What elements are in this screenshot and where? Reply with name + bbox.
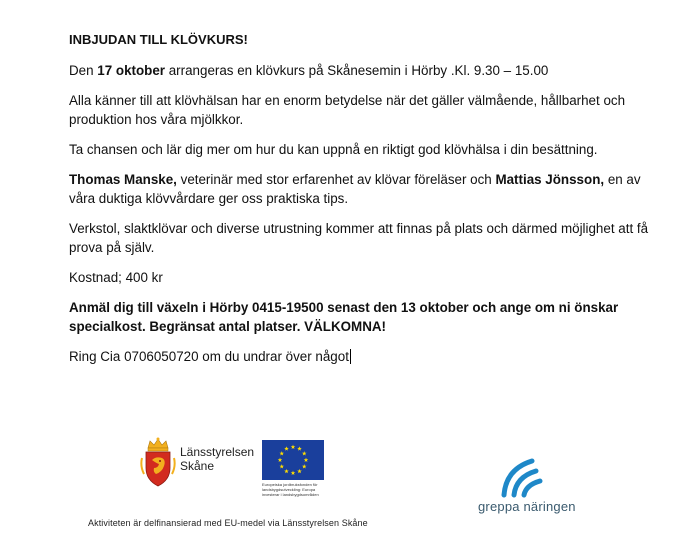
eu-star — [291, 445, 296, 449]
eu-star — [291, 471, 296, 475]
greppa-wordmark: greppa näringen — [478, 499, 576, 514]
date-suffix: arrangeras en klövkurs på Skånesemin i Hörby .Kl. 9.30 – 15.00 — [165, 63, 549, 78]
paragraph-cost: Kostnad; 400 kr — [69, 270, 163, 285]
eu-star — [278, 458, 283, 462]
eu-logo — [262, 440, 324, 504]
speaker-text-1: veterinär med stor erfarenhet av klövar föreläser och — [176, 172, 496, 187]
eu-star — [297, 469, 302, 473]
date-prefix: Den — [69, 63, 98, 78]
skane-coat-of-arms-icon — [140, 436, 176, 492]
greppa-arcs-icon — [494, 455, 554, 499]
speaker-text-2: en av våra duktiga klövvårdare ger oss praktiska tips. — [69, 172, 641, 206]
eu-star — [279, 451, 284, 455]
eu-star — [279, 464, 284, 468]
paragraph-equipment: Verkstol, slaktklövar och diverse utrustning kommer att finnas på plats och därmed möjlighet att få prova på själv. — [69, 221, 649, 255]
eu-star — [297, 446, 302, 450]
speaker-1: Thomas Manske, — [69, 172, 177, 187]
lansstyrelsen-logo — [140, 436, 258, 492]
greppa-logo — [478, 455, 598, 521]
eu-star — [284, 446, 289, 450]
eu-caption: Europeiska jordbruksfonden för landsbygdsutveckling: Europa investerar i landsbygdsområden — [262, 482, 319, 497]
eu-star — [304, 458, 309, 462]
funding-footer: Aktiviteten är delfinansierad med EU-medel via Länsstyrelsen Skåne — [88, 518, 368, 528]
eu-star — [284, 469, 289, 473]
speaker-2: Mattias Jönsson, — [495, 172, 605, 187]
eu-star — [302, 464, 307, 468]
lansstyrelsen-wordmark — [180, 445, 254, 473]
paragraph-intro: Alla känner till att klövhälsan har en enorm betydelse när det gäller välmående, hållbarhet och produktion hos våra mjölkkor. — [69, 93, 626, 127]
invitation-document — [69, 30, 669, 366]
course-date: 17 oktober — [97, 63, 166, 78]
lansstyrelsen-line2: Skåne — [180, 459, 215, 473]
paragraph-contact — [69, 347, 669, 366]
paragraph-date — [69, 61, 669, 80]
eu-flag-icon — [262, 440, 324, 480]
document-title: INBJUDAN TILL KLÖVKURS! — [69, 32, 248, 47]
paragraph-speakers — [69, 170, 669, 208]
contact-text: Ring Cia 0706050720 om du undrar över något — [69, 349, 349, 364]
eu-star — [302, 451, 307, 455]
paragraph-signup — [69, 298, 669, 336]
text-cursor — [350, 349, 351, 364]
paragraph-chance: Ta chansen och lär dig mer om hur du kan uppnå en riktigt god klövhälsa i din besättning. — [69, 142, 598, 157]
lansstyrelsen-line1: Länsstyrelsen — [180, 445, 255, 459]
signup-text: Anmäl dig till växeln i Hörby 0415-19500 senast den 13 oktober och ange om ni önskar specialkost. Begränsat antal platser. VÄLKOMNA! — [69, 300, 619, 334]
